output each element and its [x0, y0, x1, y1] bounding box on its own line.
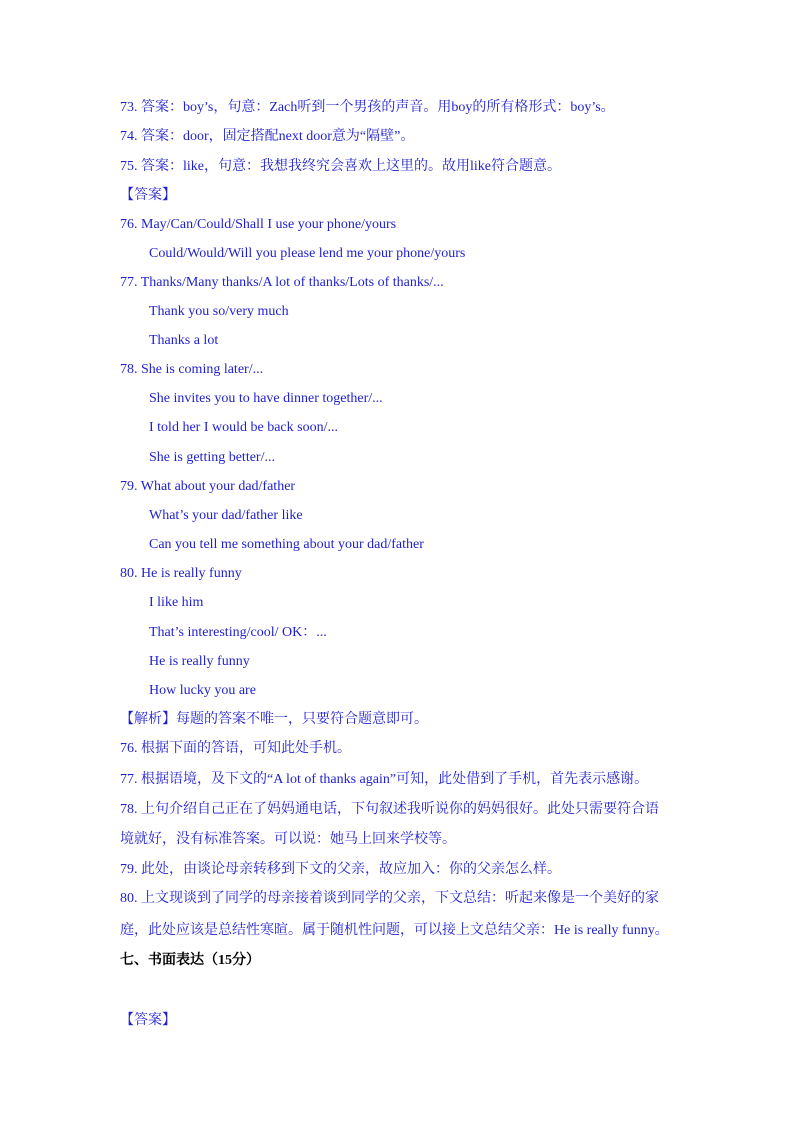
analysis-78: 78. 上句介绍自己正在了妈妈通电话，下句叙述我听说你的妈妈很好。此处只需要符合语	[120, 802, 659, 817]
answer-79-alt-1: What’s your dad/father like	[149, 508, 303, 523]
analysis-80-cont: 庭，此处应该是总结性寒暄。属于随机性问题，可以接上文总结父亲：He is really funny。	[120, 923, 669, 938]
answer-78-alt-3: She is getting better/...	[149, 450, 275, 465]
answer-80-alt-2: That’s interesting/cool/ OK：...	[149, 625, 327, 640]
answer-77-alt-2: Thanks a lot	[149, 333, 219, 348]
answer-80-alt-1: I like him	[149, 595, 204, 610]
answer-77-alt-1: Thank you so/very much	[149, 304, 289, 319]
section-title: 七、书面表达（15分）	[120, 953, 260, 968]
answer-heading: 【答案】	[120, 188, 176, 203]
answer-76: 76. May/Can/Could/Shall I use your phone/yours	[120, 217, 397, 232]
analysis-75: 75. 答案：like，句意：我想我终究会喜欢上这里的。故用like符合题意。	[120, 159, 561, 174]
analysis-77: 77. 根据语境，及下文的“A lot of thanks again”可知，此处借到了手机，首先表示感谢。	[120, 772, 649, 787]
answer-79-alt-2: Can you tell me something about your dad/father	[149, 537, 424, 552]
answer-80-alt-3: He is really funny	[149, 654, 250, 669]
answer-78-alt-1: She invites you to have dinner together/...	[149, 391, 383, 406]
answer-80-alt-4: How lucky you are	[149, 683, 256, 698]
analysis-80: 80. 上文现谈到了同学的母亲接着谈到同学的父亲，下文总结：听起来像是一个美好的家	[120, 891, 659, 906]
answer-79: 79. What about your dad/father	[120, 479, 296, 494]
analysis-79: 79. 此处，由谈论母亲转移到下文的父亲，故应加入：你的父亲怎么样。	[120, 862, 561, 877]
analysis-74: 74. 答案：door，固定搭配next door意为“隔壁”。	[120, 129, 415, 144]
analysis-76: 76. 根据下面的答语，可知此处手机。	[120, 741, 351, 756]
answer-76-alt-1: Could/Would/Will you please lend me your phone/yours	[149, 246, 466, 261]
answer-78: 78. She is coming later/...	[120, 362, 264, 377]
answer-77: 77. Thanks/Many thanks/A lot of thanks/Lots of thanks/...	[120, 275, 444, 290]
analysis-73: 73. 答案：boy’s，句意：Zach听到一个男孩的声音。用boy的所有格形式：boy’s。	[120, 100, 615, 115]
answer-78-alt-2: I told her I would be back soon/...	[149, 420, 338, 435]
final-answer-heading: 【答案】	[120, 1013, 176, 1028]
analysis-heading: 【解析】每题的答案不唯一，只要符合题意即可。	[120, 712, 428, 727]
analysis-78-cont: 境就好，没有标准答案。可以说：她马上回来学校等。	[120, 832, 456, 847]
answer-80: 80. He is really funny	[120, 566, 242, 581]
